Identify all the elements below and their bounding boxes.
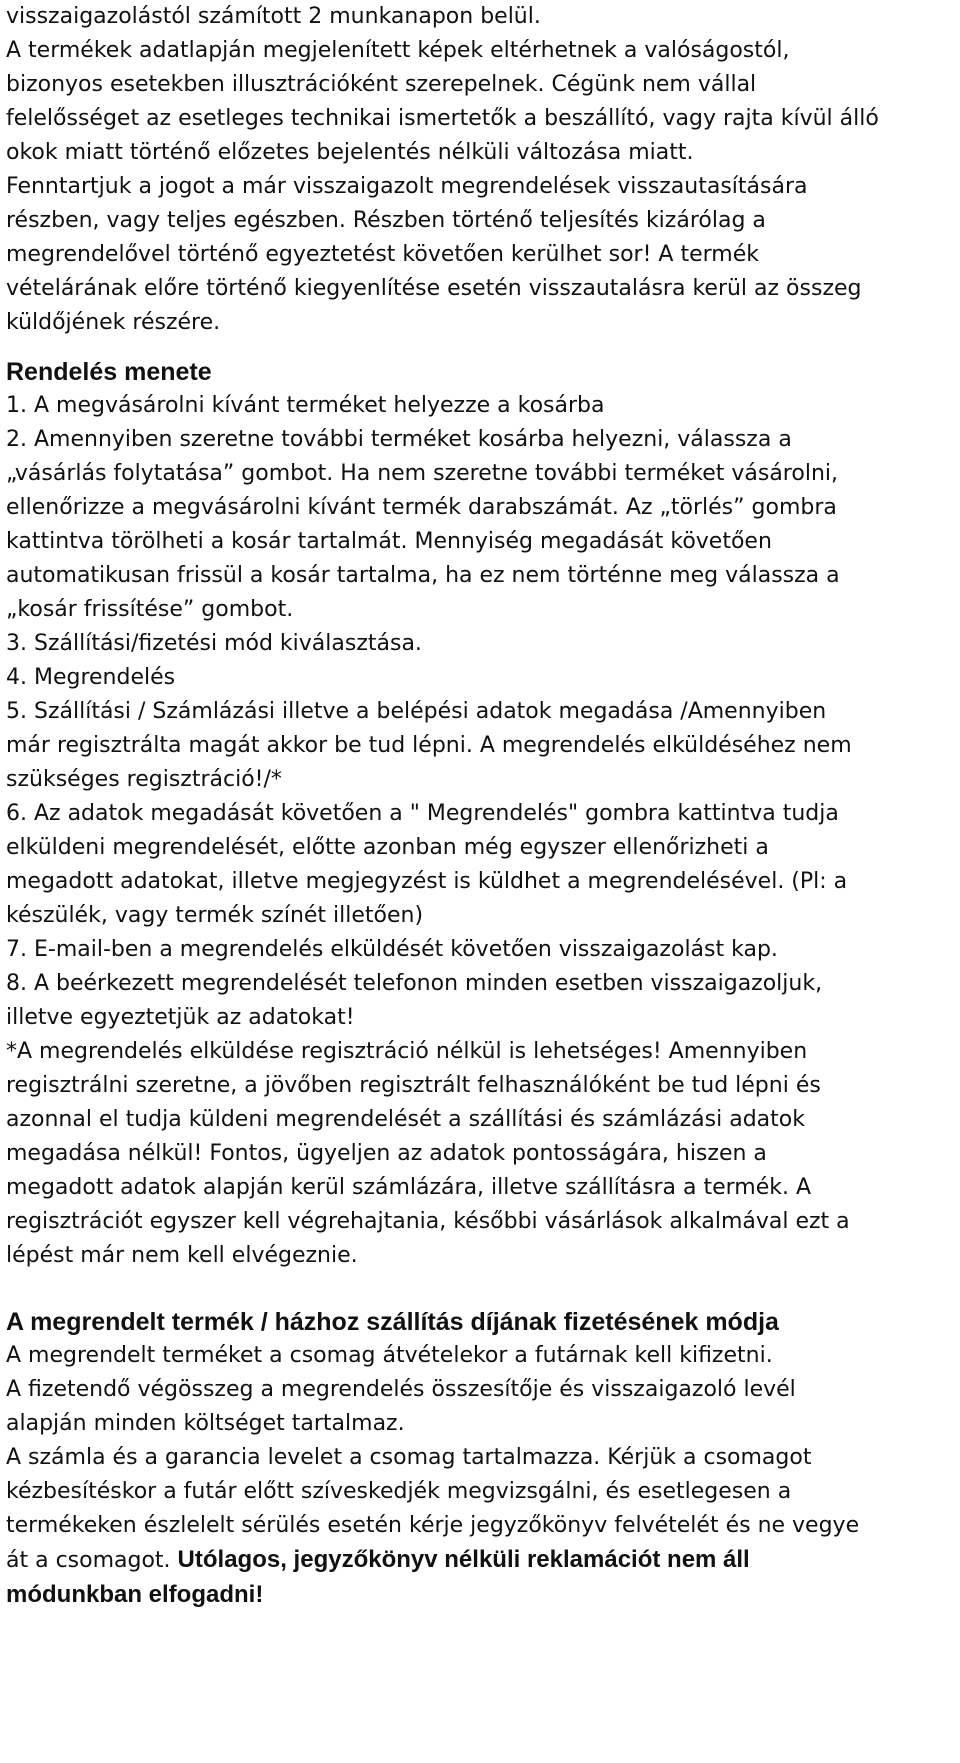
text-line: küldőjének részére.: [6, 310, 221, 335]
ordering-line: 4. Megrendelés: [6, 665, 176, 690]
ordering-line: illetve egyeztetjük az adatokat!: [6, 1005, 355, 1030]
ordering-section: [6, 355, 942, 1273]
ordering-line: már regisztrálta magát akkor be tud lépni. A megrendelés elküldéséhez nem: [6, 733, 852, 758]
ordering-line: megadott adatok alapján kerül számlázára, illetve szállításra a termék. A: [6, 1175, 812, 1200]
ordering-line: „vásárlás folytatása” gombot. Ha nem szeretne további terméket vásárolni,: [6, 461, 838, 486]
ordering-line: megadott adatokat, illetve megjegyzést is küldhet a megrendelésével. (Pl: a: [6, 869, 848, 894]
ordering-line: megadása nélkül! Fontos, ügyeljen az adatok pontosságára, hiszen a: [6, 1141, 767, 1166]
payment-line: A számla és a garancia levelet a csomag tartalmazza. Kérjük a csomagot: [6, 1445, 812, 1470]
text-line: A termékek adatlapján megjelenített képek eltérhetnek a valóságostól,: [6, 38, 790, 63]
payment-line: termékeken észlelelt sérülés esetén kérje jegyzőkönyv felvételét és ne vegye: [6, 1513, 860, 1538]
text-line: részben, vagy teljes egészben. Részben történő teljesítés kizárólag a: [6, 208, 766, 233]
text-line: megrendelővel történő egyeztetést követően kerülhet sor! A termék: [6, 242, 759, 267]
payment-line: A megrendelt terméket a csomag átvételekor a futárnak kell kifizetni.: [6, 1343, 773, 1368]
ordering-line: elküldeni megrendelését, előtte azonban még egyszer ellenőrizheti a: [6, 835, 769, 860]
ordering-line: ellenőrizze a megvásárolni kívánt termék darabszámát. Az „törlés” gombra: [6, 495, 837, 520]
ordering-line: szükséges regisztráció!/*: [6, 767, 282, 792]
intro-section: [6, 0, 942, 340]
ordering-line: „kosár frissítése” gombot.: [6, 597, 294, 622]
payment-line-prefix: át a csomagot.: [6, 1548, 178, 1573]
ordering-line: lépést már nem kell elvégeznie.: [6, 1243, 358, 1268]
ordering-line: 2. Amennyiben szeretne további terméket kosárba helyezni, válassza a: [6, 427, 792, 452]
text-line: okok miatt történő előzetes bejelentés nélküli változása miatt.: [6, 140, 694, 165]
text-line: Fenntartjuk a jogot a már visszaigazolt megrendelések visszautasítására: [6, 174, 808, 199]
ordering-line: 8. A beérkezett megrendelését telefonon minden esetben visszaigazoljuk,: [6, 971, 823, 996]
complaint-warning: Utólagos, jegyzőkönyv nélküli reklamációt nem áll: [177, 1546, 750, 1573]
ordering-line: 6. Az adatok megadását követően a " Megrendelés" gombra kattintva tudja: [6, 801, 839, 826]
ordering-line: kattintva törölheti a kosár tartalmát. Mennyiség megadását követően: [6, 529, 772, 554]
text-line: bizonyos esetekben illusztrációként szerepelnek. Cégünk nem vállal: [6, 72, 757, 97]
ordering-line: készülék, vagy termék színét illetően): [6, 903, 424, 928]
payment-line: A fizetendő végösszeg a megrendelés összesítője és visszaigazoló levél: [6, 1377, 796, 1402]
ordering-line: 5. Szállítási / Számlázási illetve a belépési adatok megadása /Amennyiben: [6, 699, 827, 724]
text-line: vételárának előre történő kiegyenlítése esetén visszautalásra kerül az összeg: [6, 276, 862, 301]
ordering-line: 7. E-mail-ben a megrendelés elküldését követően visszaigazolást kap.: [6, 937, 778, 962]
ordering-line: azonnal el tudja küldeni megrendelését a szállítási és számlázási adatok: [6, 1107, 805, 1132]
payment-heading: A megrendelt termék / házhoz szállítás díjának fizetésének módja: [6, 1308, 779, 1336]
ordering-line: regisztrálni szeretne, a jövőben regisztrált felhasználóként be tud lépni és: [6, 1073, 821, 1098]
ordering-heading: Rendelés menete: [6, 358, 212, 386]
payment-section: [6, 1305, 942, 1612]
payment-line: alapján minden költséget tartalmaz.: [6, 1411, 405, 1436]
ordering-line: 3. Szállítási/fizetési mód kiválasztása.: [6, 631, 422, 656]
ordering-line: *A megrendelés elküldése regisztráció nélkül is lehetséges! Amennyiben: [6, 1039, 808, 1064]
ordering-line: automatikusan frissül a kosár tartalma, ha ez nem történne meg válassza a: [6, 563, 840, 588]
payment-line: kézbesítéskor a futár előtt szíveskedjék megvizsgálni, és esetlegesen a: [6, 1479, 792, 1504]
text-line: visszaigazolástól számított 2 munkanapon belül.: [6, 4, 541, 29]
ordering-line: 1. A megvásárolni kívánt terméket helyezze a kosárba: [6, 393, 605, 418]
complaint-warning-end: módunkban elfogadni!: [6, 1581, 264, 1608]
ordering-line: regisztrációt egyszer kell végrehajtania, későbbi vásárlások alkalmával ezt a: [6, 1209, 850, 1234]
text-line: felelősséget az esetleges technikai ismertetők a beszállító, vagy rajta kívül álló: [6, 106, 879, 131]
payment-line-mixed: [6, 1543, 942, 1578]
